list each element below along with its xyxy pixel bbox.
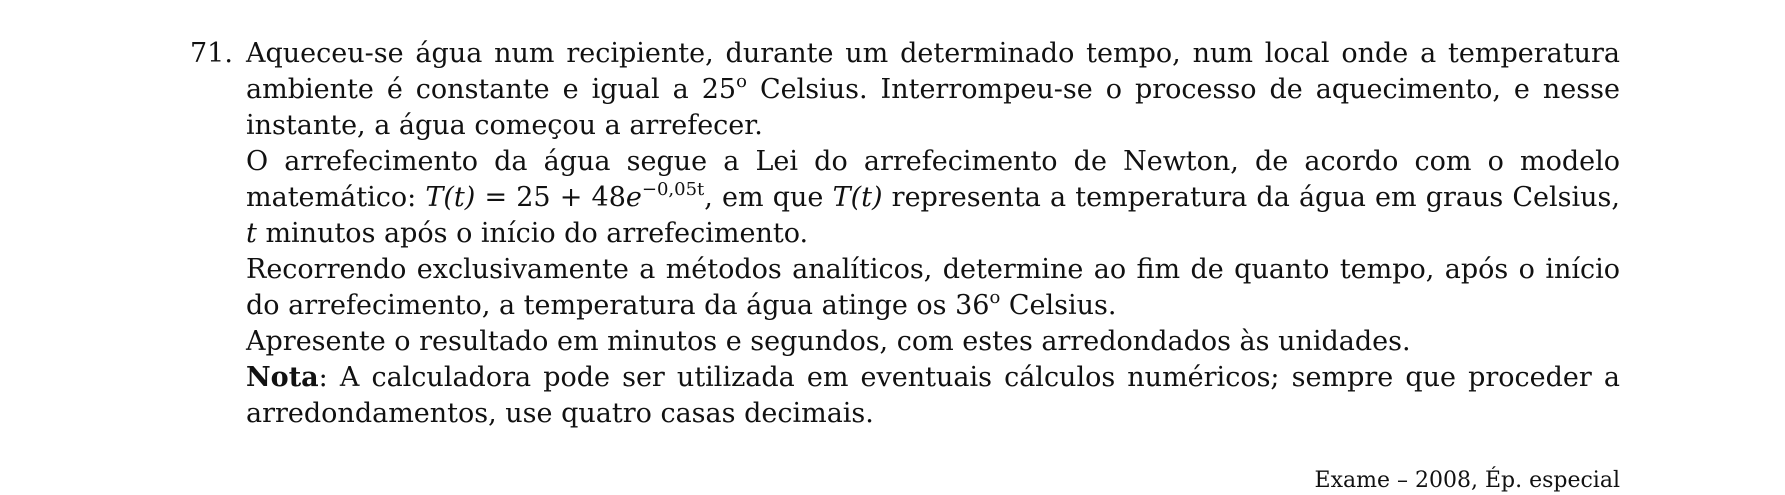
model-intro: O arrefecimento da água segue a Lei do arrefecimento de Newton, de acordo com o modelo matemático: — [246, 146, 1620, 213]
statement-text-b: Celsius. Interrompeu-se o processo de aquecimento, e nesse instante, a água começou a arrefecer. — [246, 74, 1620, 141]
formula-middle: = 25 + 48 — [475, 182, 626, 213]
question-text-b: Celsius. — [1000, 290, 1117, 321]
exercise-number: 71. — [190, 38, 233, 69]
paragraph-question — [246, 252, 1620, 324]
note-text: : A calculadora pode ser utilizada em eventuais cálculos numéricos; sempre que proceder a arredondamentos, use quatro casas decimais. — [246, 362, 1620, 429]
exercise-71 — [190, 36, 1620, 432]
paragraph-statement — [246, 36, 1620, 144]
formula-lhs-2: T(t) — [832, 182, 883, 213]
model-formula — [425, 179, 705, 213]
formula-exponent: −0,05t — [641, 179, 705, 200]
paragraph-note — [246, 360, 1620, 432]
formula-lhs: T(t) — [425, 182, 476, 213]
exercise-body — [246, 36, 1620, 432]
paragraph-instruction: Apresente o resultado em minutos e segundos, com estes arredondados às unidades. — [246, 326, 1411, 357]
question-text-a: Recorrendo exclusivamente a métodos analíticos, determine ao fim de quanto tempo, após o início do arrefecimento, a temperatura da água atinge os 36 — [246, 254, 1620, 321]
degree-symbol: o — [736, 71, 747, 92]
model-text-b: representa a temperatura da água em graus Celsius, — [882, 182, 1620, 213]
note-label: Nota — [246, 362, 319, 393]
paragraph-model — [246, 144, 1620, 252]
statement-text-a: Aqueceu-se água num recipiente, durante um determinado tempo, num local onde a temperatura ambiente é constante e igual a 25 — [246, 38, 1620, 105]
model-text-a: , em que — [704, 182, 833, 213]
degree-symbol-2: o — [989, 287, 1001, 308]
formula-e: e — [625, 182, 642, 213]
model-text-c: minutos após o início do arrefecimento. — [256, 218, 809, 249]
exam-source: Exame – 2008, Ép. especial — [1314, 468, 1620, 493]
variable-t: t — [246, 218, 257, 249]
